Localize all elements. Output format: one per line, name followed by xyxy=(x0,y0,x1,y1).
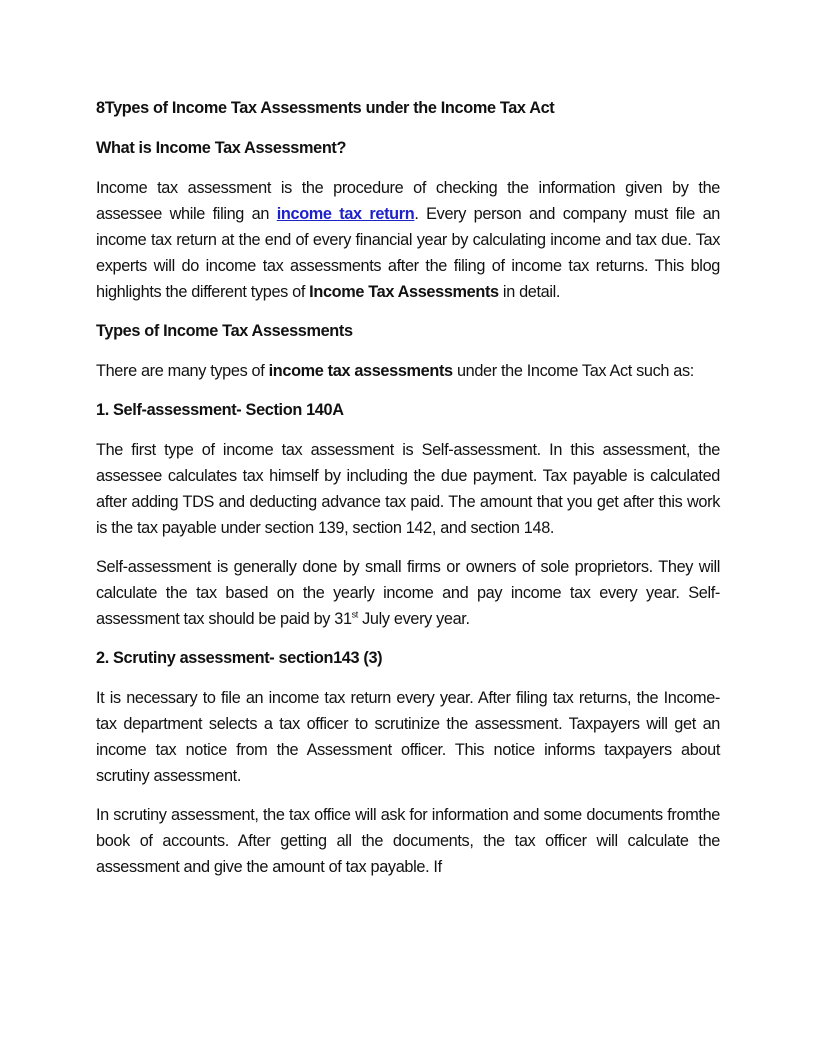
types-bold: income tax assessments xyxy=(268,362,453,380)
self-p2-text-2: July every year. xyxy=(357,610,470,628)
document-title: 8Types of Income Tax Assessments under the Income Tax Act xyxy=(96,99,555,117)
ordinal-superscript: st xyxy=(351,609,358,620)
document-page xyxy=(96,95,720,880)
section-heading-types: Types of Income Tax Assessments xyxy=(96,322,353,340)
intro-paragraph xyxy=(96,175,720,305)
types-intro-paragraph xyxy=(96,358,720,384)
intro-bold: Income Tax Assessments xyxy=(309,283,499,301)
intro-text-3: in detail. xyxy=(498,283,561,301)
section-heading-what-is: What is Income Tax Assessment? xyxy=(96,139,347,157)
self-assessment-paragraph-1: The first type of income tax assessment is Self-assessment. In this assessment, the assessee calculates tax himself by including the due payment. Tax payable is calculated after adding TDS and deducting advance tax paid. The amount that you get after this work is the tax payable under section 139, section 142, and section 148. xyxy=(96,441,720,537)
self-assessment-heading: 1. Self-assessment- Section 140A xyxy=(96,401,344,419)
intro-text-2: . Every person and company must file an income tax return at the end of every financial year by calculating income and tax due. Tax experts will do income tax assessments after the filing of income tax returns. This blog highlights the different types of xyxy=(96,205,721,301)
income-tax-return-link[interactable]: income tax return xyxy=(276,205,415,223)
scrutiny-assessment-heading: 2. Scrutiny assessment- section143 (3) xyxy=(96,649,383,667)
self-p2-text-1: Self-assessment is generally done by small firms or owners of sole proprietors. They will calculate the tax based on the yearly income and pay income tax every year. Self-assessment tax should be paid by 31 xyxy=(96,558,720,628)
intro-text-1: Income tax assessment is the procedure of checking the information given by the assessee while filing an xyxy=(96,179,720,223)
scrutiny-paragraph-1: It is necessary to file an income tax return every year. After filing tax returns, the Income-tax department selects a tax officer to scrutinize the assessment. Taxpayers will get an income tax notice from the Assessment officer. This notice informs taxpayers about scrutiny assessment. xyxy=(96,689,720,785)
types-text-2: under the Income Tax Act such as: xyxy=(452,362,694,380)
types-text-1: There are many types of xyxy=(96,362,269,380)
self-assessment-paragraph-2 xyxy=(96,554,720,632)
scrutiny-paragraph-2: In scrutiny assessment, the tax office will ask for information and some documents fromthe book of accounts. After getting all the documents, the tax officer will calculate the assessment and give the amount of tax payable. If xyxy=(96,806,720,876)
